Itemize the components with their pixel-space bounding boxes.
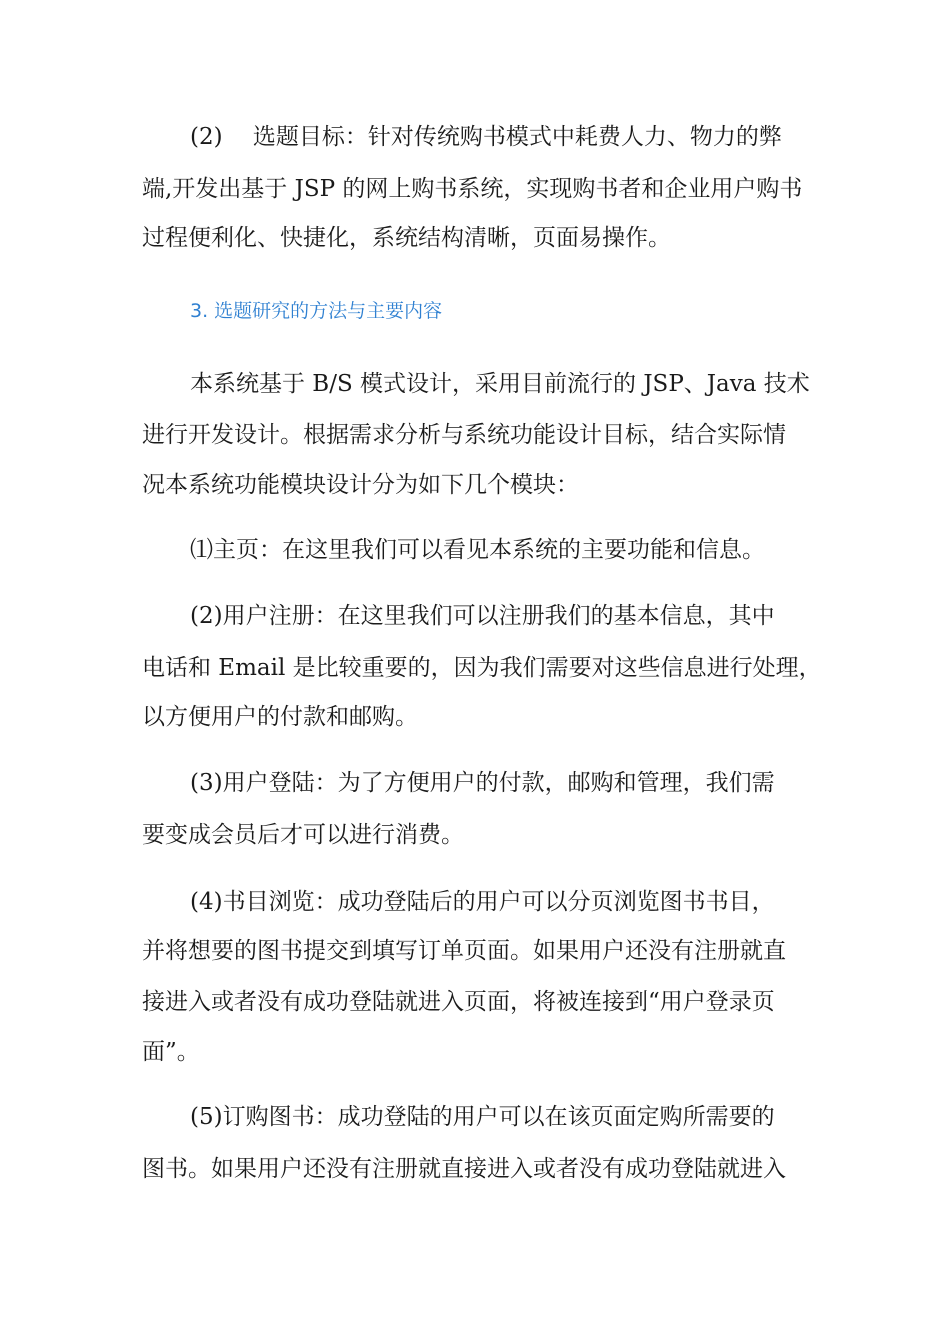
text-line: 并将想要的图书提交到填写订单页面。如果用户还没有注册就直 (142, 938, 786, 964)
text-line: 电话和 Email 是比较重要的，因为我们需要对这些信息进行处理， (142, 655, 822, 681)
text-line: 以方便用户的付款和邮购。 (142, 704, 418, 730)
text-line: 进行开发设计。根据需求分析与系统功能设计目标，结合实际情 (142, 422, 786, 448)
text-line: 本系统基于 B/S 模式设计，采用目前流行的 JSP、Java 技术 (190, 371, 810, 397)
text-line: 图书。如果用户还没有注册就直接进入或者没有成功登陆就进入 (142, 1156, 786, 1182)
text-line: 况本系统功能模块设计分为如下几个模块： (142, 472, 579, 498)
text-line: 面”。 (142, 1039, 200, 1065)
text-line: ⑴主页：在这里我们可以看见本系统的主要功能和信息。 (190, 537, 765, 563)
text-line: (3)用户登陆：为了方便用户的付款，邮购和管理，我们需 (190, 770, 775, 796)
text-line: 要变成会员后才可以进行消费。 (142, 822, 464, 848)
text-line: 过程便利化、快捷化，系统结构清晰，页面易操作。 (142, 225, 671, 251)
text-line: 接进入或者没有成功登陆就进入页面，将被连接到“用户登录页 (142, 989, 775, 1015)
text-line: (5)订购图书：成功登陆的用户可以在该页面定购所需要的 (190, 1104, 775, 1130)
text-line: (4)书目浏览：成功登陆后的用户可以分页浏览图书书目， (190, 889, 775, 915)
text-line: (2) 选题目标：针对传统购书模式中耗费人力、物力的弊 (190, 124, 782, 150)
text-line: (2)用户注册：在这里我们可以注册我们的基本信息，其中 (190, 603, 775, 629)
section-heading: 3. 选题研究的方法与主要内容 (190, 300, 443, 322)
text-line: 端,开发出基于 JSP 的网上购书系统，实现购书者和企业用户购书 (142, 176, 803, 202)
